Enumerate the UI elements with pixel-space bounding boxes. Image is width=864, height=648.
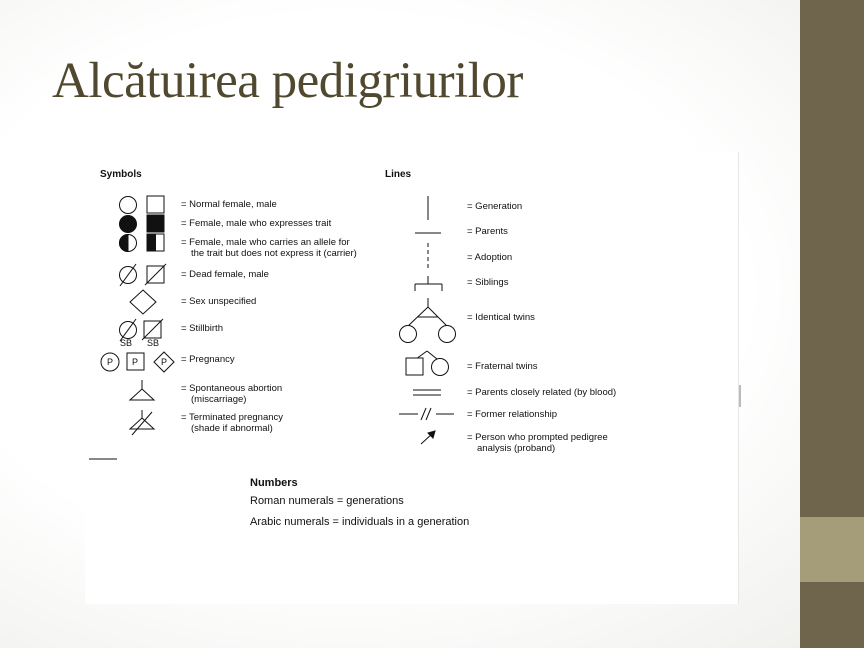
terminated-pregnancy-triangle-icon: [130, 410, 154, 435]
line-label: = Siblings: [467, 277, 509, 288]
symbol-label-cont: the trait but does not express it (carrier): [191, 248, 357, 259]
symbol-label: = Sex unspecified: [181, 296, 257, 307]
proband-arrow-icon: [421, 431, 435, 444]
slide-title: Alcătuirea pedigriurilor: [52, 53, 523, 109]
dead-female-male-icon: [120, 264, 167, 286]
sex-unspecified-diamond-icon: [130, 290, 156, 314]
symbol-label: = Female, male who carries an allele for: [181, 237, 350, 248]
accent-bar-top: [800, 0, 864, 517]
line-label: = Parents closely related (by blood): [467, 387, 617, 398]
symbol-label-cont: (miscarriage): [191, 394, 247, 405]
pregnancy-tag-female: P: [107, 357, 114, 367]
carrier-female-male-icon: [120, 234, 165, 252]
line-label: = Fraternal twins: [467, 361, 538, 372]
stillbirth-tag-female: SB: [120, 338, 133, 348]
line-label: = Adoption: [467, 252, 513, 263]
accent-bar-middle: [800, 517, 864, 582]
spontaneous-abortion-triangle-icon: [130, 380, 154, 400]
symbol-label: = Pregnancy: [181, 354, 235, 365]
stillbirth-tag-male: SB: [147, 338, 160, 348]
pregnancy-tag-male: P: [132, 357, 139, 367]
numbers-heading: Numbers: [250, 477, 298, 489]
symbol-label: = Terminated pregnancy: [181, 412, 284, 423]
line-label: = Former relationship: [467, 409, 558, 420]
symbol-label: = Normal female, male: [181, 199, 277, 210]
affected-female-male-icon: [120, 215, 165, 233]
numbers-item: Roman numerals = generations: [250, 495, 404, 507]
accent-bar-bottom: [800, 582, 864, 648]
former-relationship-broken-line-icon: [399, 408, 454, 420]
symbol-label-cont: (shade if abnormal): [191, 423, 273, 434]
lines-heading: Lines: [385, 169, 412, 180]
symbol-label: = Dead female, male: [181, 269, 269, 280]
siblings-line-icon: [415, 276, 442, 291]
line-label: = Parents: [467, 226, 508, 237]
line-label: = Identical twins: [467, 312, 535, 323]
pedigree-symbols-figure: [85, 152, 738, 604]
figure-edge-mark: [739, 385, 741, 407]
line-label-cont: analysis (proband): [477, 443, 556, 454]
normal-female-male-icon: [120, 196, 165, 214]
symbol-label: = Spontaneous abortion: [181, 383, 283, 394]
symbol-label: = Stillbirth: [181, 323, 223, 334]
numbers-item: Arabic numerals = individuals in a generation: [250, 516, 470, 528]
pregnancy-tag-unspecified: P: [161, 357, 168, 367]
consanguinity-double-line-icon: [413, 390, 441, 395]
symbols-heading: Symbols: [100, 169, 142, 180]
symbol-label: = Female, male who expresses trait: [181, 218, 332, 229]
identical-twins-icon: [400, 298, 456, 343]
figure-edge: [738, 152, 739, 604]
fraternal-twins-icon: [406, 351, 449, 376]
line-label: = Person who prompted pedigree: [467, 432, 608, 443]
line-label: = Generation: [467, 201, 523, 212]
